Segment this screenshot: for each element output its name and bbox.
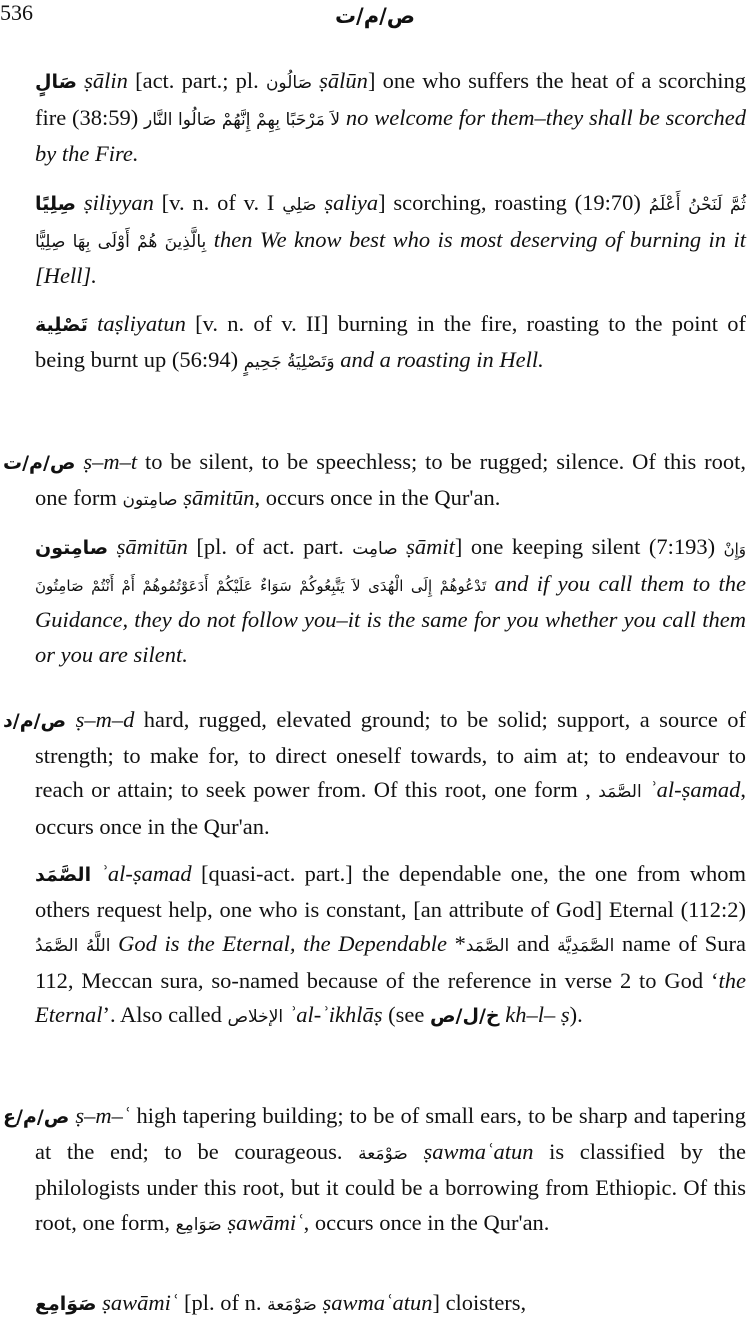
root-arabic: ص/م/ت [3,452,76,474]
text: hard, rugged, elevated ground; to be solid; support, a source of strength; to make for, to direct oneself towards, to aim at; to endeavour to reach or attain; to seek power from. Of this root, one form , [35,707,747,803]
cross-ref-translit: kh–l– ṣ [505,1002,570,1028]
root-translit: ṣ–m–t [83,449,138,474]
arabic-word: صامِتون [122,489,178,510]
text: (see [382,1002,430,1028]
text: name of Sura 112, Meccan sura, so-named because of the reference in verse 2 to God ‘ [35,931,746,993]
arabic-word: الصَّمَد [598,782,642,803]
text: high tapering building; to be of small ears, to be sharp and tapering at the end; to be courageous. [35,1103,747,1164]
text: , occurs once in the Qur'an. [254,484,501,510]
arabic-word: الصَّمَد [465,936,510,957]
text: [v. n. of v. I [153,190,283,215]
translit: ṣālūn [319,68,368,93]
quote-italic: the Eternal [35,967,746,1028]
text: * [446,931,466,957]
headword-arabic: صَالٍ [35,71,77,93]
quran-verse-arabic: ثُمَّ لَنَحْنُ أَعْلَمُ بِالَّذِينَ هُمْ أَوْلَى بِهَا صِلِيًّا [35,195,747,252]
quran-verse-translation: God is the Eternal, the Dependable [118,931,447,957]
root-entry-smt [3,445,746,517]
text: and [509,931,558,957]
entry-siliyyan [35,186,746,294]
arabic-word: صامِت [352,539,398,559]
text: ] one who suffers the heat of a scorching fire (38:59) [35,68,747,130]
headword-translit: ʾal-ṣamad [100,861,192,886]
text: ] scorching, roasting (19:70) [378,190,649,215]
entry-samitun [35,530,746,672]
translit: ṣāmit [406,534,455,559]
arabic-word: صَوَامِع [175,1214,222,1235]
quran-verse-arabic: وَإِنْ تَدْعُوهُمْ إِلَى الْهُدَى لاَ يَتَّبِعُوكُمْ سَوَاءٌ عَلَيْكُمْ أَدَعَوْتُمُوهُمْ أَمْ أَنْتُمْ صَامِتُونَ [35,540,747,595]
arabic-word: صَالُون [265,73,312,93]
cross-ref-root-arabic: خ/ل/ص [429,1005,500,1028]
text: , occurs once in the Qur'an. [35,777,747,839]
text: ] cloisters, [432,1290,527,1315]
text: ’. Also called [102,1002,228,1028]
headword-arabic: صَوَامِع [35,1293,97,1315]
quran-verse-translation: and a roasting in Hell. [340,346,544,372]
text: [pl. of n. [178,1290,268,1315]
headword-arabic: الصَّمَد [35,864,92,886]
running-head: ص/م/ت [334,4,416,28]
quran-verse-translation: and if you call them to the Guidance, they do not follow you–it is the same for you whether you call them or you are silent. [35,570,746,667]
entry-salin [35,64,746,172]
headword-translit: ṣiliyyan [83,190,154,215]
text: [pl. of act. part. [187,534,353,559]
translit: ʾal-ʾikhlāṣ [288,1002,383,1028]
text: [quasi-act. part.] the dependable one, the one from whom others request help, one who is constant, [an attribute of God] Eternal (112:2) [35,861,747,922]
entry-tasliyatun [35,307,746,379]
translit: ṣawmaʿatun [322,1290,433,1315]
arabic-word: الإخلاص [227,1007,284,1028]
quran-verse-arabic: لاَ مَرْحَبًا بِهِمْ إِنَّهُمْ صَالُوا النَّار [144,109,341,130]
text: ] one keeping silent (7:193) [454,534,724,559]
arabic-word: صَلِي [282,195,317,215]
arabic-word: الصَّمَدِيَّة [557,936,615,957]
arabic-word: صَوْمَعة [358,1143,408,1164]
quran-verse-translation: then We know best who is most deserving of burning in it [Hell]. [35,226,747,289]
text: [v. n. of v. II] burning in the fire, roasting to the point of being burnt up (56:94) [35,311,746,372]
root-entry-smd [3,703,746,844]
page-number: 536 [0,0,33,25]
quran-verse-arabic: اللَّهُ الصَّمَدُ [35,936,111,957]
root-arabic: ص/م/د [3,710,67,732]
text: , occurs once in the Qur'an. [303,1209,550,1235]
text: to be silent, to be speechless; to be rugged; silence. Of this root, one form [35,449,746,510]
root-translit: ṣ–m–d [75,707,135,732]
arabic-word: صَوْمَعة [267,1295,317,1315]
translit: ʾal-ṣamad [649,777,741,803]
root-arabic: ص/م/ع [3,1106,70,1128]
headword-arabic: صِلِيًا [35,193,77,215]
translit: ṣawmaʿatun [423,1138,534,1164]
headword-translit: ṣawāmiʿ [102,1290,179,1315]
translit: ṣāmitūn [183,484,255,510]
headword-arabic: تَصْلِية [35,314,88,336]
headword-translit: taṣliyatun [97,311,186,336]
entry-al-samad [35,857,746,1035]
headword-arabic: صامِتون [35,537,109,559]
translit: ṣawāmiʿ [227,1209,304,1235]
headword-translit: ṣāmitūn [116,534,188,559]
quran-verse-translation: no welcome for them–they shall be scorched by the Fire. [35,104,746,167]
headword-translit: ṣālin [84,68,128,93]
root-translit: ṣ–m–ʿ [75,1103,131,1128]
entry-sawami [35,1286,746,1323]
text: is classified by the philologists under this root, but it could be a borrowing from Ethiopic. Of this root, one form, [35,1138,747,1235]
quran-verse-arabic: وَتَصْلِيَةُ جَحِيمٍ [243,351,335,372]
root-entry-sma [3,1099,746,1242]
translit: ṣaliya [324,190,379,215]
text: ). [569,1002,583,1028]
text: [act. part.; pl. [127,68,266,93]
